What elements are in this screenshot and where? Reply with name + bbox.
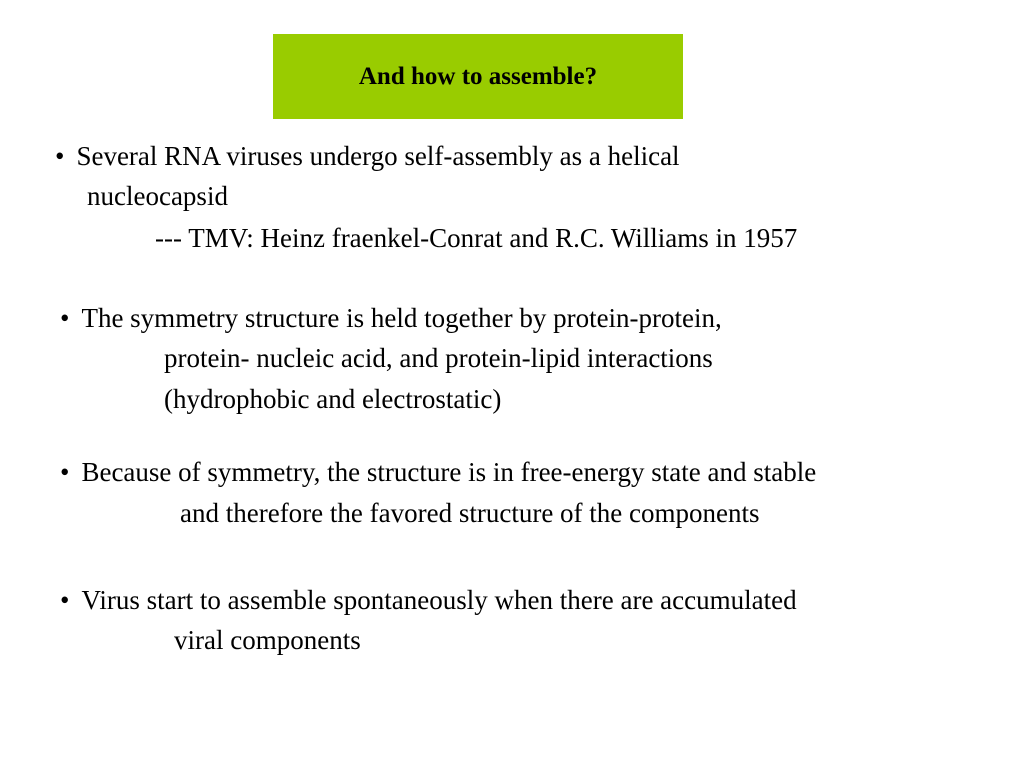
bullet-1-line-2: nucleocapsid bbox=[87, 181, 228, 211]
bullet-1-line-1 bbox=[55, 136, 680, 176]
bullet-3-marker: • bbox=[60, 457, 70, 487]
bullet-4-text-1: Virus start to assemble spontaneously when there are accumulated bbox=[81, 585, 797, 615]
slide-title-box bbox=[273, 34, 683, 119]
bullet-2-text-1: The symmetry structure is held together by protein-protein, bbox=[81, 303, 722, 333]
bullet-4-line-2: viral components bbox=[174, 625, 361, 655]
bullet-1-text-1: Several RNA viruses undergo self-assembly as a helical bbox=[76, 141, 680, 171]
bullet-3-line-1 bbox=[60, 452, 816, 492]
bullet-4-marker: • bbox=[60, 585, 70, 615]
bullet-3-line-2: and therefore the favored structure of the components bbox=[180, 498, 760, 528]
bullet-2-line-1 bbox=[60, 298, 722, 338]
bullet-3-text-1: Because of symmetry, the structure is in free-energy state and stable bbox=[81, 457, 817, 487]
bullet-4-line-1 bbox=[60, 580, 797, 620]
slide-title: And how to assemble? bbox=[358, 62, 598, 90]
bullet-2-line-2: protein- nucleic acid, and protein-lipid interactions bbox=[164, 343, 713, 373]
bullet-2-marker: • bbox=[60, 303, 70, 333]
bullet-2-line-3: (hydrophobic and electrostatic) bbox=[164, 384, 502, 414]
bullet-1-line-3: --- TMV: Heinz fraenkel-Conrat and R.C. Williams in 1957 bbox=[155, 223, 798, 253]
bullet-1-marker: • bbox=[55, 141, 65, 171]
